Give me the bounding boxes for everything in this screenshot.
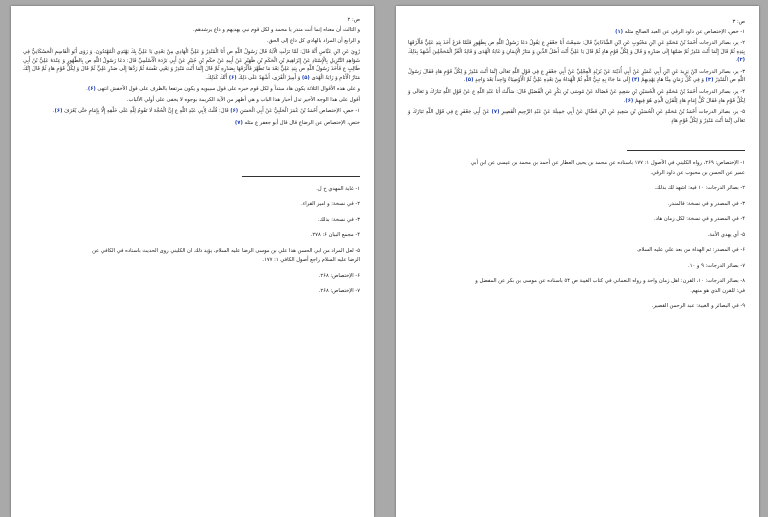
footnote-item: ٧- الإختصاص: ٢۶٨. [318, 288, 360, 295]
hadith-paragraph: رُوِيَ عَنِ ابْنِ عَبَّاسٍ أَنَّهُ قَالَ: لَمَّا نَزَلَتِ الْآيَةُ قَالَ رَسُولُ اللَّهِ ص أَنَا الْمُنْذِرُ وَ عَلِيٌّ الْهَادِي مِنْ بَعْدِي يَا عَلِيُّ بِكَ يَهْتَدِي الْمُهْتَدُونَ. وَ رَوَى أَبُو الْقَاسِمِ الْحَسْكَانِيُّ فِي شَوَاهِدِ التَّنْزِيلِ بِالْإِسْنَادِ عَنْ إِبْرَاهِيمَ بْنِ الْحَكَمِ بْنِ ظُهَيْرٍ عَنْ أَبِيهِ عَنْ حَكَمِ بْنِ جُبَيْرٍ عَنْ أَبِي بَرْدَةَ الْأَسْلَمِيِّ قَالَ: دَعَا رَسُولُ اللَّهِ ص بِالطَّهُورِ وَ عِنْدَهُ عَلِيُّ بْنُ أَبِي طَالِبٍ ع فَأَخَذَ رَسُولُ اللَّهِ ص بِيَدِ عَلِيٍّ بَعْدَ مَا تَطَهَّرَ فَأَلْزَقَهَا بِصَدْرِهِ ثُمَّ قَالَ إِنَّمَا أَنْتَ مُنْذِرٌ وَ يَعْنِي نَفْسَهُ ثُمَّ رَدَّهَا إِلَى صَدْرِ عَلِيٍّ ثُمَّ قَالَ وَ لِكُلِّ قَوْمٍ هَادٍ ثُمَّ قَالَ إِنَّكَ مَنَارُ الْأَنَامِ وَ رَايَةُ الْهُدَى (۵) وَ أَمِيرُ الْقُرَى، أَشْهَدُ عَلَى ذَلِكَ (۶) أَنَّكَ كَذَلِكَ. [23, 49, 360, 81]
body-paragraph: و الرابع أن المراد بالهادي كل داع إلى الحق. [267, 38, 360, 44]
hadith-paragraph: ۵- ير، بصائر الدرجات أَحْمَدُ بْنُ مُحَمَّدٍ عَنِ الْحُسَيْنِ بْنِ سَعِيدٍ عَنِ ابْنِ فَضَّالٍ عَنْ أَبِي جَمِيلَةَ عَنْ عَبْدِ الرَّحِيمِ الْقَصِيرِ (٧) عَنْ أَبِي جَعْفَرٍ ع فِي قَوْلِ اللَّهِ تَبَارَكَ وَ تَعَالَى إِنَّمَا أَنْتَ مُنْذِرٌ وَ لِكُلِّ قَوْمٍ هَادٍ [408, 109, 745, 124]
footnote-marker[interactable]: (٣) [705, 77, 714, 84]
footnote-item: ٩- في البصائر و الغيبة: عبد الرحمن القصير. [651, 303, 745, 310]
footnote-item: ٨- بصائر الدرجات: ١٠، القرن: اهل زمان واحد و رواه النعماني في كتاب الغيبة ص ٥۴ باسناده عن موسى بن بكر عن المفضل و [475, 278, 745, 285]
footnote-marker[interactable]: (۴) [631, 77, 640, 84]
hadith-paragraph: ٣- ير، بصائر الدرجات ابْنُ يَزِيدَ عَنِ ابْنِ أَبِي عُمَيْرٍ عَنْ أَبِي أُذَيْنَةَ عَنْ بُرَيْدٍ الْعِجْلِيِّ عَنْ أَبِي جَعْفَرٍ ع فِي قَوْلِ اللَّهِ تَعَالَى إِنَّمَا أَنْتَ مُنْذِرٌ وَ لِكُلِّ قَوْمٍ هَادٍ فَقَالَ رَسُولُ اللَّهِ ص الْمُنْذِرُ (٣) وَ فِي كُلِّ زَمَانٍ مِنَّا هَادٍ يَهْدِيهِمْ (۴) إِلَى مَا جَاءَ بِهِ نَبِيُّ اللَّهِ ثُمَّ الْهُدَاةُ مِنْ بَعْدِهِ عَلِيٌّ ثُمَّ الْأَوْصِيَاءُ وَاحِداً بَعْدَ وَاحِدٍ (۵). [408, 68, 745, 84]
page-number-label: ص: ۲ [347, 17, 360, 23]
footnote-item: ۶- في المصدر: ثم الهداة من بعد علي عليه السلام. [636, 247, 745, 254]
footnote-item: ٢- بصائر الدرجات: ١٠ فيه: اشهد لك بذلك. [654, 185, 745, 192]
hadith-paragraph: ۴- ير، بصائر الدرجات أَحْمَدُ بْنُ مُحَمَّدٍ عَنِ الْحُسَيْنِ بْنِ سَعِيدٍ عَنْ فَضَالَةَ عَنْ مُوسَى بْنِ بَكْرٍ عَنِ الْفُضَيْلِ قَالَ: سَأَلْتُ أَبَا عَبْدِ اللَّهِ ع عَنْ قَوْلِ اللَّهِ تَبَارَكَ وَ تَعَالَى وَ لِكُلِّ قَوْمٍ هادٍ فَقَالَ كُلُّ إِمَامٍ هَادٍ لِلْقَرْنِ الَّذِي هُوَ فِيهِمْ (۶). [408, 88, 745, 104]
footnote-marker[interactable]: (۶) [230, 108, 239, 115]
footnote-marker[interactable]: (۶) [54, 108, 63, 115]
footnote-marker[interactable]: (۷) [234, 119, 243, 126]
left-document-page [11, 6, 374, 517]
footnote-marker[interactable]: (۶) [625, 97, 634, 104]
footnote-marker[interactable]: (۵) [465, 77, 474, 84]
footnote-item: ۶- الإختصاص: ٢۶٨. [318, 272, 360, 279]
footnote-item: ١- الإختصاص: ٢۶٩، رواه الكليني في الأصول ١: ١٧٧ باسناده عن محمد بن يحيى العطار عن أحمد بن محمد بن عيسى عن ابن أبي [470, 160, 745, 167]
footnote-item: ٣- في المصدر و في نسخة: فالمنذر. [667, 200, 745, 207]
footnote-marker[interactable]: (٢) [737, 57, 745, 64]
footnote-marker[interactable]: (٧) [491, 109, 500, 116]
body-paragraph: ختص، الإختصاص عن الرضاع قال قال أبو جعفر ع مثله (۷) [234, 119, 360, 126]
hadith-paragraph: ٢- ير، بصائر الدرجات أَحْمَدُ بْنُ مُحَمَّدٍ عَنِ ابْنِ مَحْبُوبٍ عَنِ ابْنِ الشَّاذَانِيِّ قَالَ: سَمِعْتُ أَبَا جَعْفَرٍ ع يَقُولُ دَعَا رَسُولُ اللَّهِ ص بِطَهُورٍ فَلَمَّا فَرَغَ أَخَذَ بِيَدِ عَلِيٍّ فَأَلْزَقَهَا بِيَدِهِ ثُمَّ قَالَ إِنَّمَا أَنْتَ مُنْذِرٌ ثُمَّ ضَمَّهَا إِلَى صَدْرِهِ وَ قَالَ وَ لِكُلِّ قَوْمٍ هَادٍ ثُمَّ قَالَ يَا عَلِيُّ أَنْتَ أَصْلُ الدِّينِ وَ مَنَارُ الْإِيمَانِ وَ غَايَةُ الْهُدَى وَ قَائِدُ الْغُرِّ الْمُحَجَّلِينَ أَشْهَدُ بِذَلِكَ (٢). [408, 40, 745, 64]
footnote-continuation: الرضا عليه السلام راجع أصول الكافي ١: ١٧٧. [262, 257, 360, 264]
page-number-label: ص: ٣ [732, 19, 745, 25]
body-paragraph: أقول على هذا الوجه الأخير تدل أخبار هذا الباب و هي أظهر من الآية الكريمة بوجوه لا يخفى على أولي الألباب. [126, 97, 360, 104]
footnote-item: ٣- في نسخة: بذلك. [317, 216, 360, 223]
footnote-marker[interactable]: (۶) [87, 86, 96, 93]
footnote-marker[interactable]: (۶) [228, 74, 237, 81]
footnote-item: ۵- أي يهدي الأمة. [707, 231, 745, 238]
footnote-continuation: عمير عن الحسن بن محبوب عن داود الرقي. [650, 169, 745, 176]
right-document-page [396, 6, 759, 517]
footnotes-section [23, 185, 360, 296]
body-paragraph: و الثالث أن معناه إنما أنت منذر يا محمد و لكل قوم نبي يهديهم و داع يرشدهم. [192, 27, 360, 33]
footnote-marker[interactable]: (١) [615, 29, 624, 35]
footnote-item: ۵- لعل المراد من ابي الحسن هذا علي بن موسى الرضا عليه السلام، يؤيد ذلك ان الكليني روى الحديث باسناده في الكافي عن [92, 247, 360, 254]
body-paragraph: و على هذه الأقوال الثلاثة يكون هاد مبتدأ و لكل قوم خبره على قول سيبويه و يكون مرتفعا بالظرف على قول الأخفش انتهى (۶). [86, 86, 360, 93]
footnotes-section [408, 159, 745, 310]
footnote-item: ۴- مجمع البيان ۶: ٢٧٨. [310, 232, 360, 239]
footnote-divider [627, 150, 745, 151]
footnote-marker[interactable]: (۵) [301, 74, 310, 81]
footnote-item: ١- غاية المهدي خ ل. [316, 185, 360, 192]
hadith-paragraph: ١- خص، الإختصاص أَحْمَدُ بْنُ عُمَرَ الْحَلَبِيُّ عَنْ أَبِي الْحَسَنِ (۶) قَالَ: قُلْتُ لِأَبِي عَبْدِ اللَّهِ ع إِنَّ الْحُجَّةَ لَا تَقُومُ لِلَّهِ عَلَى خَلْقِهِ إِلَّا بِإِمَامٍ حَتَّى يُعْرَفَ (۶). [52, 108, 360, 115]
footnote-item: ٢- في نسخة: و امير القراء. [301, 201, 360, 208]
body-paragraph: ١- خص، الإختصاص عن داود الرقي عن العبد الصالح مثله (١) [615, 29, 745, 35]
footnote-divider [242, 176, 360, 177]
footnote-item: ۴- في المصدر و في نسخة: لكل زمان هاد. [654, 216, 745, 223]
footnote-continuation: في: للقرن الذي هو منهم. [690, 287, 745, 294]
footnote-item: ٧- بصائر الدرجات: ٩ و ١٠. [688, 262, 745, 269]
